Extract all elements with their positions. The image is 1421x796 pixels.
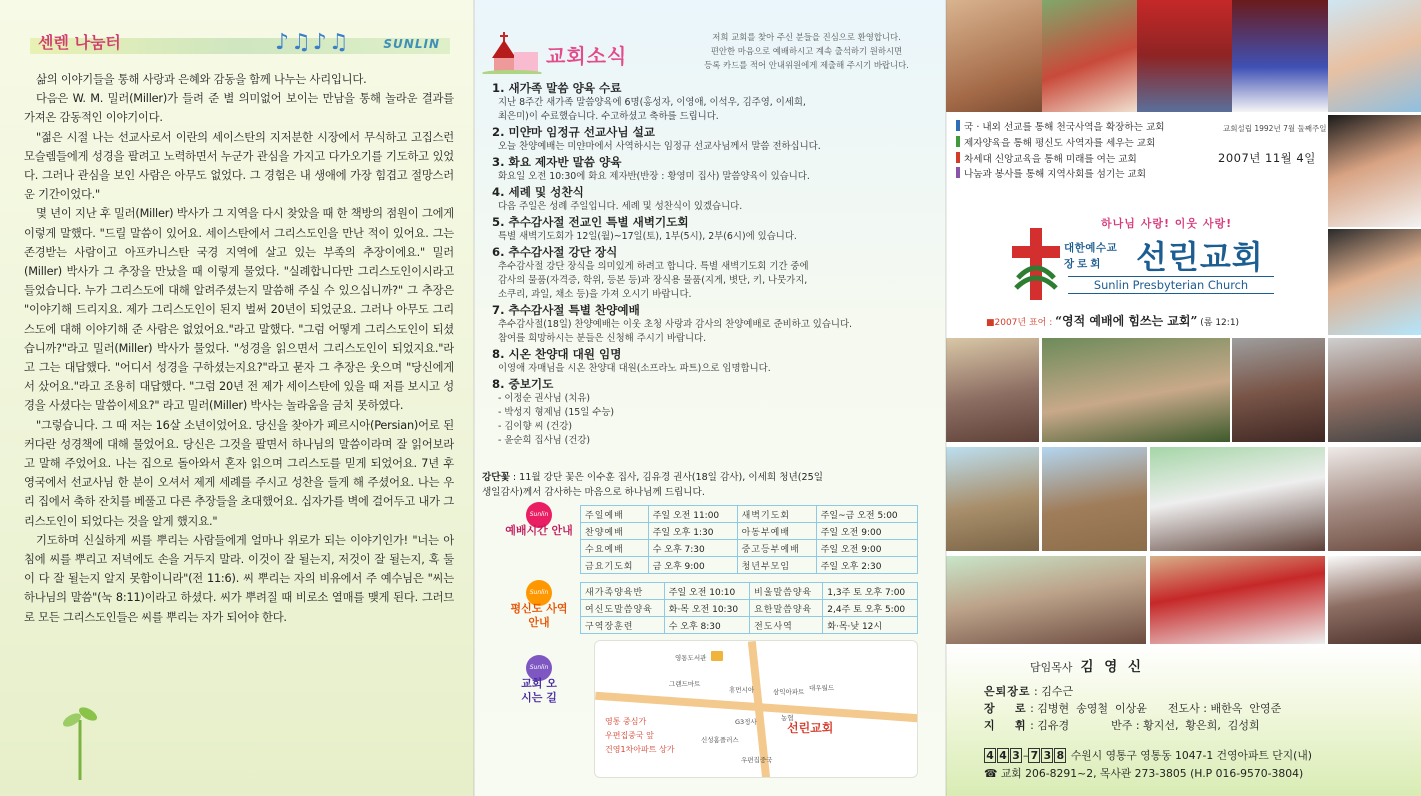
staff-names: : 김수근 — [1034, 685, 1074, 698]
mission-text: 제자양육을 통해 평신도 사역자를 세우는 교회 — [964, 137, 1156, 149]
news-item-body: 특별 새벽기도회가 12일(월)~17일(토), 1부(5시), 2부(6시)에 있습니다. — [498, 231, 797, 242]
map-church-label: 선린교회 — [787, 721, 834, 735]
news-item — [492, 376, 932, 448]
directions-badge-dot: Sunlin — [526, 655, 552, 681]
table-cell: 청년부모임 — [737, 557, 816, 574]
pastor-label: 담임목사 — [1030, 661, 1073, 674]
ministry-badge-dot: Sunlin — [526, 580, 552, 606]
table-cell: 수 오후 7:30 — [648, 540, 737, 557]
table-row — [581, 557, 918, 574]
news-item-body: 추수감사절(18일) 찬양예배는 이웃 초청 사랑과 감사의 찬양예배로 준비하고 있습니다. 참여를 희망하시는 분들은 신청해 주시기 바랍니다. — [498, 319, 852, 344]
photo-men — [1328, 338, 1421, 442]
news-item — [492, 346, 932, 376]
table-cell: 전도사역 — [750, 617, 823, 634]
photo-group-outdoor — [1042, 338, 1230, 442]
essay-header-logo: 센렌 나눔터 — [38, 33, 121, 52]
table-cell: 화·목 오전 10:30 — [664, 600, 749, 617]
table-cell: 요한말씀양육 — [750, 600, 823, 617]
table-cell: 주일 오전 9:00 — [816, 540, 917, 557]
worship-badge-dot: Sunlin — [526, 502, 552, 528]
essay-paragraph: 기도하며 신실하게 씨를 뿌리는 사람들에게 얼마나 위로가 되는 이야기인가! "너는 아침에 씨를 뿌리고 저녁에도 손을 거두지 말라. 이것이 잘 될는지, 저것이 잘 될는지, 혹 둘이 다 잘 될는지 알지 못함이니라"(전 11:6). 씨 뿌리는 자의 비유에서 주 예수님은 "씨는 하나님의 말씀"(눅 8:11)이라고 하셨다. 씨가 뿌려질 때 비로소 열매를 맺게 된다. 그러므로 모든 그리스도인들은 씨를 뿌리는 자가 되어야 한다. — [24, 533, 454, 624]
photo-girl — [946, 0, 1042, 112]
map-landmark: 영통도서관 — [675, 654, 707, 662]
map-landmark: 대우월드 — [809, 684, 835, 692]
altar-flowers — [482, 470, 934, 500]
zip-digit: 4 — [997, 748, 1009, 763]
news-item-title: 7. 추수감사절 특별 찬양예배 — [492, 303, 640, 317]
table-row — [581, 600, 918, 617]
mission-text: 나눔과 봉사를 통해 지역사회를 섬기는 교회 — [964, 169, 1147, 181]
table-cell: 구역장훈련 — [581, 617, 665, 634]
pastor-name: 김 영 신 — [1080, 659, 1145, 675]
table-cell: 여신도말씀양육 — [581, 600, 665, 617]
news-item — [492, 184, 932, 214]
address-text: 수원시 영통구 영통동 1047-1 건영아파트 단지(내) — [1070, 749, 1312, 762]
table-cell: 주일 오후 2:30 — [816, 557, 917, 574]
news-item — [492, 80, 932, 124]
table-cell: 수 오후 8:30 — [664, 617, 749, 634]
essay-text — [24, 70, 454, 627]
directions-map — [594, 640, 918, 778]
table-row — [581, 583, 918, 600]
table-cell: 아동부예배 — [737, 523, 816, 540]
map-legend-item: 건영1차아파트 상가 — [605, 745, 675, 754]
denomination-1: 대한예수교 — [1064, 242, 1118, 254]
church-cross-logo — [1012, 228, 1060, 300]
mission-item — [956, 120, 1206, 136]
mission-text: 국 · 내외 선교를 통해 천국사역을 확장하는 교회 — [964, 122, 1165, 133]
essay-paragraph: 삶의 이야기들을 통해 사랑과 은혜와 감동을 함께 나누는 사리입니다. — [36, 73, 367, 86]
photo-stage — [1137, 0, 1232, 112]
fold-line — [473, 0, 475, 796]
music-notes-icon: ♪♫♪♫ — [275, 30, 351, 55]
table-cell: 주일 오전 9:00 — [816, 523, 917, 540]
map-landmark: G3정사 — [735, 718, 757, 726]
photo-kid — [1328, 229, 1421, 335]
sprout-icon — [60, 690, 100, 780]
mission-text: 차세대 신앙교육을 통해 미래를 여는 교회 — [964, 153, 1137, 165]
essay-paragraph: 다음은 W. M. 밀러(Miller)가 들려 준 별 의미없어 보이는 만남을 통해 놀라운 결과를 가져온 감동적인 이야기이다. — [24, 92, 454, 125]
photo-outing — [946, 447, 1039, 551]
table-cell: 주일 오전 11:00 — [648, 506, 737, 523]
worship-badge — [504, 502, 574, 538]
table-row — [581, 617, 918, 634]
table-cell: 비울말씀양육 — [750, 583, 823, 600]
news-item-body: 추수감사절 강단 장식을 의미있게 하려고 합니다. 특별 새벽기도회 기간 중에 감사의 물품(자격증, 학위, 등본 등)과 장식용 물품(지게, 볏단, 키, 나뭇가지, 소쿠리, 과일, 채소 등)을 가져 오시기 바랍니다. — [498, 261, 809, 300]
essay-paragraph: "그렇습니다. 그 때 저는 16살 소년이었어요. 당신을 찾아가 페르시아(Persian)어로 된 커다란 성경책에 대해 물었어요. 당신은 그것을 팔면서 하나님의 말씀이라며 잘 읽어보라고 말해 주었어요. 나는 집으로 돌아와서 혼자 읽으며 그리스도를 믿게 되었어요. 7년 후 영국에서 선교사님 한 분이 오셔서 제게 세례를 주시고 성찬을 들게 해 주셨어요. 나는 우리 집에서 축하 잔치를 베풀고 다른 추장들을 초대했어요. 십자가를 벽에 걸어두고 내가 그리스도인이 되었다는 것을 알게 했지요." — [24, 418, 454, 528]
map-landmark: 삼익아파트 — [773, 688, 805, 696]
mission-list — [956, 120, 1206, 183]
photo-worship — [1150, 556, 1325, 644]
staff-label: 지 휘 — [984, 719, 1027, 732]
news-title: 교회소식 — [546, 44, 628, 68]
table-cell: 1,3주 토 오후 7:00 — [823, 583, 918, 600]
photo-children-hats — [1042, 0, 1137, 112]
church-phone: ☎ 교회 206-8291~2, 목사관 273-3805 (H.P 016-9570-3804) — [984, 767, 1304, 780]
table-cell: 2,4주 토 오후 5:00 — [823, 600, 918, 617]
table-cell: 금요기도회 — [581, 557, 649, 574]
photo-study — [1328, 447, 1421, 551]
staff-names: : 김병현 송영철 이상윤 전도사 : 배한옥 안영준 — [1030, 702, 1282, 715]
table-cell: 중고등부예배 — [737, 540, 816, 557]
photo-women — [1232, 338, 1325, 442]
photo-group-indoor — [946, 338, 1039, 442]
map-legend — [605, 715, 674, 757]
essay-paragraph: 몇 년이 지난 후 밀러(Miller) 박사가 그 지역을 다시 찾았을 때 한 책방의 점원이 그에게 이렇게 말했다. "드릴 말씀이 있어요. 세이스탄에서 그리스도인을 만난 적이 있어요. 그는 존경받는 사람이고 아프카니스탄 국경 지역에 살고 있는 부족의 추장이에요." 밀러(Miller) 박사가 그 추장을 만났을 때 이렇게 물었다. "실례합니다만 그리스도인이시라고 들었습니다. 누가 그리스도에 대해 알려주셨는지 말씀해 주실 수 있으십니까?" 그 추장은 "이야기해 드리지요. 제가 그리스도인이 된지 벌써 20년이 되었군요. 그러나 아무도 그리스도에 대해 이야기해 준 사람은 없었어요."라고 말했다. "그럼 어떻게 그리스도인이 되셨습니까?"라고 밀러(Miller) 박사가 물었다. "성경을 읽으면서 그리스도인이 되었지요."라고 그는 대답했다. "어디서 성경을 구하셨는지요?"라고 묻자 그 추장은 웃으며 "당신에게서 샀어요."라고 조용히 대답했다. "그럼 20년 전 제가 세이스탄에 있을 때 저를 보시고 성경을 사셨다는 말씀이세요?" 라고 밀러(Miller) 박사는 놀라움을 금치 못하였다. — [24, 207, 454, 413]
essay-panel — [0, 0, 474, 796]
news-item-body: 화요일 오전 10:30에 화요 제자반(반장 : 황영미 집사) 말씀양육이 있습니다. — [498, 171, 810, 182]
essay-header-en: SUNLIN — [383, 37, 440, 51]
essay-paragraph: "젊은 시절 나는 선교사로서 이란의 세이스탄의 지저분한 시장에서 무식하고 고집스런 모슬렘들에게 성경을 팔려고 노력하면서 누군가 관심을 가지고 다가오기를 기도하고 있었다. 그러나 관심을 보인 사람은 아무도 없었다. 그 경험은 내 생애에 가장 힘겹고 절망스러운 기간이었다." — [24, 130, 454, 202]
table-row — [581, 506, 918, 523]
ministry-badge — [504, 580, 574, 630]
news-item — [492, 244, 932, 302]
senior-pastor — [1030, 655, 1144, 675]
photo-boy — [1328, 115, 1421, 227]
established-date: 교회설립 1992년 7월 둘째주일 — [1223, 124, 1327, 133]
directions-badge — [504, 655, 574, 705]
news-item-title: 1. 새가족 말씀 양육 수료 — [492, 81, 622, 95]
news-item-body: - 이정순 권사님 (치유) - 박성지 형제님 (15일 수능) - 김이향 씨 (건강) - 윤순희 집사님 (건강) — [498, 393, 615, 446]
news-item-title: 6. 추수감사절 강단 장식 — [492, 245, 618, 259]
staff-row — [984, 700, 1281, 716]
news-item-title: 5. 추수감사절 전교인 특별 새벽기도회 — [492, 215, 689, 229]
news-item-title: 8. 중보기도 — [492, 377, 554, 391]
zip-digit: 8 — [1054, 748, 1066, 763]
motto-ref: (롬 12:1) — [1200, 318, 1240, 328]
directions-label: 교회 오시는 길 — [521, 677, 557, 704]
news-list — [492, 80, 932, 448]
news-item — [492, 154, 932, 184]
zip-digit: 4 — [984, 748, 996, 763]
map-legend-item: 영통 중심가 — [605, 717, 647, 726]
worship-table — [580, 505, 918, 574]
photo-child — [1328, 0, 1421, 112]
altar-flowers-label: 강단꽃 — [482, 472, 510, 483]
year-motto — [986, 312, 1239, 329]
table-cell: 주일~금 오전 5:00 — [816, 506, 917, 523]
church-name: 선린교회 — [1136, 238, 1264, 276]
table-cell: 새가족양육반 — [581, 583, 665, 600]
church-building-icon — [482, 28, 542, 74]
staff-row — [984, 683, 1073, 699]
table-cell: 주일예배 — [581, 506, 649, 523]
mission-item — [956, 167, 1206, 183]
photo-congregation — [946, 556, 1146, 644]
table-cell: 주일 오후 1:30 — [648, 523, 737, 540]
staff-label: 장 로 — [984, 702, 1027, 715]
altar-flowers-text: : 11월 강단 꽃은 이수훈 집사, 김유경 권사(18일 감사), 이세희 청년(25일 생일감사)께서 감사하는 마음으로 하나님께 드립니다. — [482, 472, 823, 498]
staff-row — [984, 717, 1260, 733]
table-cell: 새벽기도회 — [737, 506, 816, 523]
news-item-body: 다음 주일은 성례 주일입니다. 세례 및 성찬식이 있겠습니다. — [498, 201, 743, 212]
table-cell: 금 오후 9:00 — [648, 557, 737, 574]
building-icon — [711, 651, 723, 661]
news-item-body: 이영애 자매님을 시온 찬양대 대원(소프라노 파트)으로 임명합니다. — [498, 363, 771, 374]
table-row — [581, 540, 918, 557]
news-item — [492, 124, 932, 154]
mission-item — [956, 152, 1206, 168]
worship-label: 예배시간 안내 — [505, 524, 573, 537]
news-item-title: 3. 화요 제자반 말씀 양육 — [492, 155, 622, 169]
staff-label: 은퇴장로 — [984, 685, 1031, 698]
table-cell: 찬양예배 — [581, 523, 649, 540]
motto-text: “영적 예배에 힘쓰는 교회” — [1055, 314, 1198, 328]
map-landmark: 휴먼시아 — [729, 686, 755, 694]
news-item — [492, 302, 932, 346]
church-slogan: 하나님 사랑! 이웃 사랑! — [1101, 217, 1233, 230]
church-name-en: Sunlin Presbyterian Church — [1068, 276, 1274, 294]
map-landmark: 신성홈플러스 — [701, 736, 739, 744]
bulletin-date: 2007년 11월 4일 — [1218, 151, 1316, 165]
zip-digit: 7 — [1028, 748, 1040, 763]
map-landmark: 우편집중국 — [741, 756, 773, 764]
photo-performance — [1232, 0, 1328, 112]
map-landmark: 그랜드마트 — [669, 680, 701, 688]
news-item-body: 오늘 찬양예배는 미얀마에서 사역하시는 임정규 선교사님께서 말씀 전하십니다. — [498, 141, 821, 152]
map-legend-item: 우편집중국 앞 — [605, 731, 654, 740]
table-cell: 화·목·낮 12시 — [823, 617, 918, 634]
photo-jump — [1042, 447, 1147, 551]
photo-choir — [1150, 447, 1325, 551]
news-item-title: 4. 세례 및 성찬식 — [492, 185, 584, 199]
denomination-2: 장로회 — [1064, 258, 1104, 270]
zip-digit: 3 — [1010, 748, 1022, 763]
zip-digit: 3 — [1041, 748, 1053, 763]
fold-line — [945, 0, 947, 796]
essay-header — [30, 30, 450, 62]
news-item-body: 지난 8주간 새가족 말씀양육에 6명(홍성자, 이영애, 이석우, 김주영, 이세희, 최은미)이 수료했습니다. 수고하셨고 축하를 드립니다. — [498, 97, 806, 122]
map-landmark: 농협 — [781, 714, 794, 722]
staff-names: : 김유경 반주 : 황지선, 황은희, 김성희 — [1030, 719, 1260, 732]
ministry-label: 평신도 사역 안내 — [510, 602, 568, 629]
news-item — [492, 214, 932, 244]
motto-label: ■2007년 표어 : — [986, 318, 1053, 328]
news-item-title: 2. 미얀마 임정규 선교사님 설교 — [492, 125, 656, 139]
table-row — [581, 523, 918, 540]
zip-code: 4 4 3 – 7 3 8 — [984, 749, 1067, 762]
table-cell: 주일 오전 10:10 — [664, 583, 749, 600]
photo-meal — [1328, 556, 1421, 644]
welcome-message: 저희 교회를 찾아 주신 분들을 진심으로 환영합니다. 편안한 마음으로 예배하시고 계속 출석하기 원하시면 등록 카드를 적어 안내위원에게 제출해 주시기 바랍니다. — [704, 32, 909, 70]
mission-item — [956, 136, 1206, 152]
ministry-table — [580, 582, 918, 634]
news-panel — [474, 0, 946, 796]
news-item-title: 8. 시온 찬양대 대원 임명 — [492, 347, 622, 361]
table-cell: 수요예배 — [581, 540, 649, 557]
church-address — [984, 748, 1312, 763]
